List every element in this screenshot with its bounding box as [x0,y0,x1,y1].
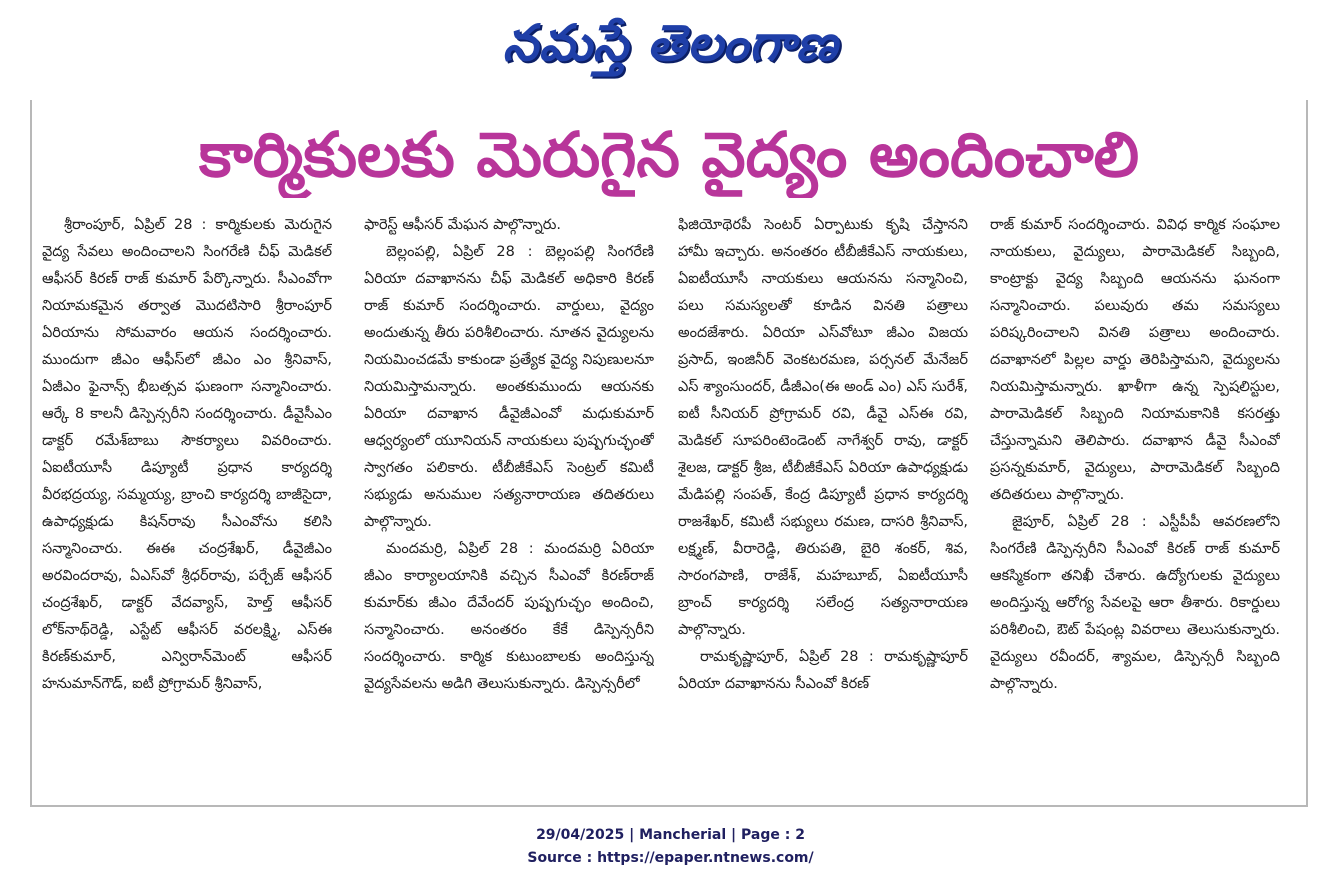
article-column-2 [364,212,654,772]
article-paragraph: రామకృష్ణాపూర్, ఏప్రిల్ 28 : రామకృష్ణాపూర్ ఏరియా దవాఖానను సీఎంవో కిరణ్ [678,649,968,692]
article-paragraph: మందమర్రి, ఏప్రిల్ 28 : మందమర్రి ఏరియా జీఎం కార్యాలయానికి వచ్చిన సీఎంవో కిరణ్‌రాజ్ కుమార్‌కు జీఎం దేవేందర్ పుష్పగుచ్ఛం అందించి, సన్మానించారు. అనంతరం కేకే డిస్పెన్సరీని సందర్శించారు. కార్మిక కుటుంబాలకు అందిస్తున్న వైద్యసేవలను అడిగి తెలుసుకున్నారు. డిస్పెన్సరీలో [364,541,654,692]
article-column-3 [678,212,968,772]
article-paragraph: ఫారెస్ట్ ఆఫీసర్ మేఘన పాల్గొన్నారు. [364,217,561,233]
page-footer [0,824,1341,870]
article-column-4 [990,212,1280,772]
article-paragraph: ఫిజియోథెరపీ సెంటర్ ఏర్పాటుకు కృషి చేస్తానని హామీ ఇచ్చారు. అనంతరం టీబీజీకేఎస్ నాయకులు, ఏఐటీయూసీ నాయకులు ఆయనను సన్మానించి, పలు సమస్యలతో కూడిన వినతి పత్రాలు అందజేశారు. ఏరియా ఎస్‌వోటూ జీఎం విజయ ప్రసాద్, ఇంజినీర్ వెంకటరమణ, పర్సనల్ మేనేజర్ ఎస్ శ్యాంసుందర్, డీజీఎం(ఈ అండ్ ఎం) ఎస్ సురేశ్, ఐటీ సీనియర్ ప్రోగ్రామర్ రవి, డీవై ఎస్ఈ రవి, మెడికల్ సూపరింటెండెంట్ నాగేశ్వర్ రావు, డాక్టర్ శైలజ, డాక్టర్ శ్రీజ, టీబీజీకేఎస్ ఏరియా ఉపాధ్యక్షుడు మేడిపల్లి సంపత్, కేంద్ర డిప్యూటీ ప్రధాన కార్యదర్శి రాజశేఖర్, కమిటీ సభ్యులు రమణ, దాసరి శ్రీనివాస్, లక్ష్మణ్, వీరారెడ్డి, తిరుపతి, బైరి శంకర్, శివ, సారంగపాణి, రాజేశ్, మహబూబ్, ఏఐటీయూసీ బ్రాంచ్ కార్యదర్శి సలేంద్ర సత్యనారాయణ పాల్గొన్నారు. [678,217,968,638]
edition-info: 29/04/2025 | Mancherial | Page : 2 [536,827,805,843]
article-paragraph: శ్రీరాంపూర్, ఏప్రిల్ 28 : కార్మికులకు మెరుగైన వైద్య సేవలు అందించాలని సింగరేణి చీఫ్ మెడికల్ ఆఫీసర్ కిరణ్ రాజ్ కుమార్ పేర్కొన్నారు. సీఎంవోగా నియామకమైన తర్వాత మొదటిసారి శ్రీరాంపూర్ ఏరియాను సోమవారం ఆయన సందర్శించారు. ముందుగా జీఎం ఆఫీస్‌లో జీఎం ఎం శ్రీనివాస్, ఏజీఎం ఫైనాన్స్ భీబత్సవ ఘణంగా సన్మానించారు. ఆర్కే 8 కాలనీ డిస్పెన్సరీని సందర్శించారు. డీవైసీఎం డాక్టర్ రమేశ్‌బాబు సౌకర్యాలు వివరించారు. ఏఐటీయూసీ డిప్యూటీ ప్రధాన కార్యదర్శి వీరభద్రయ్య, సమ్మయ్య, బ్రాంచి కార్యదర్శి బాజీసైదా, ఉపాధ్యక్షుడు కిషన్‌రావు సీఎంవోను కలిసి సన్మానించారు. ఈఈ చంద్రశేఖర్, డీవైజీఎం అరవిందరావు, ఏఎస్‌వో శ్రీధర్‌రావు, పర్చేజ్ ఆఫీసర్ చంద్రశేఖర్, డాక్టర్ వేదవ్యాస్, హెల్త్ ఆఫీసర్ లోక్‌నాథ్‌రెడ్డి, ఎస్టేట్ ఆఫీసర్ వరలక్ష్మి, ఎస్ఈ కిరణ్‌కుమార్, ఎన్విరాన్‌మెంట్ ఆఫీసర్ హనుమాన్‌గౌడ్, ఐటీ ప్రోగ్రామర్ శ్రీనివాస్, [42,217,332,692]
article-column-1 [42,212,332,772]
article-headline: కార్మికులకు మెరుగైన వైద్యం అందించాలి [198,118,1140,191]
article-body [42,212,1306,772]
frame-right-border [1306,100,1308,806]
article-paragraph: రాజ్ కుమార్ సందర్శించారు. వివిధ కార్మిక సంఘాల నాయకులు, వైద్యులు, పారామెడికల్ సిబ్బంది, కాంట్రాక్టు వైద్య సిబ్బంది ఆయనను ఘనంగా సన్మానించారు. పలువురు తమ సమస్యలు పరిష్కరించాలని వినతి పత్రాలు అందించారు. దవాఖానలో పిల్లల వార్డు తెరిపిస్తామని, వైద్యులను నియమిస్తామన్నారు. ఖాళీగా ఉన్న స్పెషలిస్టుల, పారామెడికల్ సిబ్బంది నియామకానికి కసరత్తు చేస్తున్నామని తెలిపారు. దవాఖాన డీవై సీఎంవో ప్రసన్నకుమార్, వైద్యులు, పారామెడికల్ సిబ్బంది తదితరులు పాల్గొన్నారు. [990,217,1280,503]
article-paragraph: జైపూర్, ఏప్రిల్ 28 : ఎస్టీపీపీ ఆవరణలోని సింగరేణి డిస్పెన్సరీని సీఎంవో కిరణ్ రాజ్ కుమార్ ఆకస్మికంగా తనిఖీ చేశారు. ఉద్యోగులకు వైద్యులు అందిస్తున్న ఆరోగ్య సేవలపై ఆరా తీశారు. రికార్డులు పరిశీలించి, ఔట్ పేషంట్ల వివరాలు తెలుసుకున్నారు. వైద్యులు రవీందర్, శ్యామల, డిస్పెన్సరీ సిబ్బంది పాల్గొన్నారు. [990,514,1280,692]
newspaper-masthead: నమస్తే తెలంగాణ [502,14,839,72]
article-paragraph: బెల్లంపల్లి, ఏప్రిల్ 28 : బెల్లంపల్లి సింగరేణి ఏరియా దవాఖానను చీఫ్ మెడికల్ అధికారి కిరణ్ రాజ్ కుమార్ సందర్శించారు. వార్డులు, వైద్యం అందుతున్న తీరు పరిశీలించారు. నూతన వైద్యులను నియమించడమే కాకుండా ప్రత్యేక వైద్య నిపుణులనూ నియమిస్తామన్నారు. అంతకుముందు ఆయనకు ఏరియా దవాఖాన డీవైజీఎంవో మధుకుమార్ ఆధ్వర్యంలో యూనియన్ నాయకులు పుష్పగుచ్ఛంతో స్వాగతం పలికారు. టీబీజీకేఎస్ సెంట్రల్ కమిటీ సభ్యుడు అనుముల సత్యనారాయణ తదితరులు పాల్గొన్నారు. [364,244,654,530]
source-url: Source : https://epaper.ntnews.com/ [527,850,814,866]
frame-bottom-border [30,805,1308,807]
frame-left-border [30,100,32,806]
